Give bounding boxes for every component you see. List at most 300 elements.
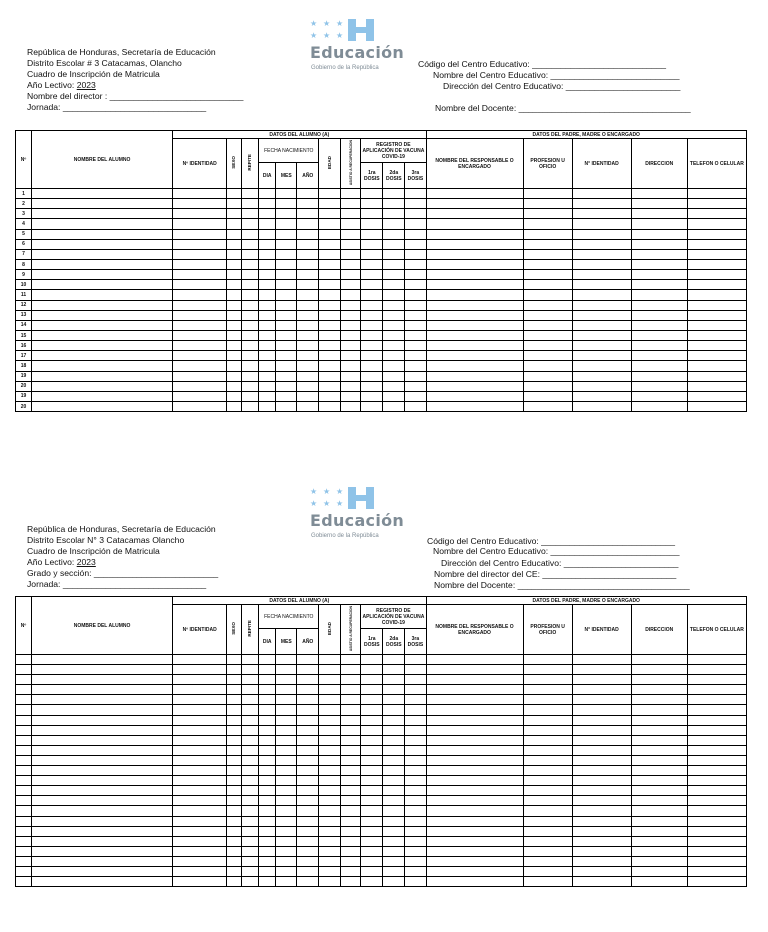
- table-cell[interactable]: [227, 655, 242, 665]
- table-cell[interactable]: [572, 866, 631, 876]
- table-cell[interactable]: [631, 239, 687, 249]
- table-cell[interactable]: [572, 361, 631, 371]
- table-cell[interactable]: [242, 259, 259, 269]
- table-cell[interactable]: [405, 330, 426, 340]
- table-cell[interactable]: [173, 239, 227, 249]
- table-cell[interactable]: [687, 259, 746, 269]
- table-cell[interactable]: [426, 341, 523, 351]
- table-cell[interactable]: [341, 259, 361, 269]
- table-cell[interactable]: [341, 675, 361, 685]
- table-cell[interactable]: [276, 351, 297, 361]
- table-cell[interactable]: [259, 341, 276, 351]
- table-cell[interactable]: [572, 685, 631, 695]
- table-cell[interactable]: [687, 189, 746, 199]
- table-cell[interactable]: [319, 361, 341, 371]
- table-cell[interactable]: [32, 755, 173, 765]
- table-cell[interactable]: [32, 209, 173, 219]
- table-cell[interactable]: [259, 239, 276, 249]
- table-cell[interactable]: [32, 836, 173, 846]
- table-cell[interactable]: [227, 300, 242, 310]
- table-cell[interactable]: [259, 766, 276, 776]
- table-cell[interactable]: [319, 351, 341, 361]
- table-cell[interactable]: [361, 866, 383, 876]
- table-cell[interactable]: [32, 300, 173, 310]
- table-cell[interactable]: [687, 735, 746, 745]
- table-cell[interactable]: [405, 229, 426, 239]
- table-cell[interactable]: [361, 877, 383, 887]
- table-cell[interactable]: [572, 371, 631, 381]
- table-cell[interactable]: [361, 259, 383, 269]
- table-cell[interactable]: [383, 776, 405, 786]
- table-cell[interactable]: [361, 239, 383, 249]
- table-cell[interactable]: [426, 796, 523, 806]
- table-cell[interactable]: [242, 806, 259, 816]
- table-cell[interactable]: [631, 695, 687, 705]
- table-cell[interactable]: [227, 330, 242, 340]
- table-cell[interactable]: [341, 249, 361, 259]
- table-cell[interactable]: [383, 846, 405, 856]
- table-cell[interactable]: [227, 381, 242, 391]
- table-cell[interactable]: [572, 806, 631, 816]
- table-cell[interactable]: [383, 755, 405, 765]
- table-cell[interactable]: [276, 755, 297, 765]
- table-cell[interactable]: [227, 401, 242, 411]
- table-cell[interactable]: [426, 320, 523, 330]
- table-cell[interactable]: [383, 735, 405, 745]
- table-cell[interactable]: [405, 310, 426, 320]
- table-cell[interactable]: [687, 209, 746, 219]
- table-cell[interactable]: [687, 270, 746, 280]
- table-cell[interactable]: [319, 249, 341, 259]
- table-cell[interactable]: [572, 816, 631, 826]
- table-cell[interactable]: [523, 655, 572, 665]
- table-cell[interactable]: [227, 776, 242, 786]
- table-cell[interactable]: [341, 735, 361, 745]
- table-cell[interactable]: [173, 300, 227, 310]
- table-cell[interactable]: [319, 280, 341, 290]
- table-cell[interactable]: [405, 766, 426, 776]
- table-cell[interactable]: [276, 209, 297, 219]
- table-cell[interactable]: [227, 755, 242, 765]
- table-cell[interactable]: [687, 745, 746, 755]
- table-cell[interactable]: [383, 796, 405, 806]
- table-cell[interactable]: [297, 685, 319, 695]
- table-cell[interactable]: [319, 685, 341, 695]
- table-cell[interactable]: [242, 381, 259, 391]
- table-cell[interactable]: [631, 846, 687, 856]
- table-cell[interactable]: [297, 735, 319, 745]
- table-cell[interactable]: [523, 776, 572, 786]
- table-cell[interactable]: [319, 199, 341, 209]
- table-cell[interactable]: [276, 310, 297, 320]
- table-cell[interactable]: [631, 776, 687, 786]
- table-cell[interactable]: [383, 361, 405, 371]
- table-cell[interactable]: [405, 199, 426, 209]
- table-cell[interactable]: [173, 341, 227, 351]
- table-cell[interactable]: [405, 786, 426, 796]
- table-cell[interactable]: [687, 381, 746, 391]
- table-cell[interactable]: [227, 371, 242, 381]
- table-cell[interactable]: [32, 856, 173, 866]
- table-cell[interactable]: [242, 280, 259, 290]
- table-cell[interactable]: [523, 209, 572, 219]
- table-cell[interactable]: [242, 330, 259, 340]
- table-cell[interactable]: [426, 209, 523, 219]
- table-cell[interactable]: [523, 665, 572, 675]
- table-cell[interactable]: [259, 270, 276, 280]
- table-cell[interactable]: [32, 846, 173, 856]
- table-cell[interactable]: [572, 229, 631, 239]
- table-cell[interactable]: [32, 219, 173, 229]
- table-cell[interactable]: [426, 786, 523, 796]
- table-cell[interactable]: [227, 249, 242, 259]
- table-cell[interactable]: [319, 766, 341, 776]
- table-cell[interactable]: [173, 816, 227, 826]
- table-cell[interactable]: [227, 320, 242, 330]
- table-cell[interactable]: [276, 856, 297, 866]
- table-cell[interactable]: [242, 776, 259, 786]
- table-cell[interactable]: [523, 239, 572, 249]
- table-cell[interactable]: [259, 655, 276, 665]
- table-cell[interactable]: [276, 806, 297, 816]
- table-cell[interactable]: [631, 755, 687, 765]
- table-cell[interactable]: [276, 695, 297, 705]
- table-cell[interactable]: [242, 239, 259, 249]
- table-cell[interactable]: [242, 199, 259, 209]
- table-cell[interactable]: [259, 199, 276, 209]
- table-cell[interactable]: [405, 705, 426, 715]
- table-cell[interactable]: [319, 745, 341, 755]
- table-cell[interactable]: [276, 199, 297, 209]
- table-cell[interactable]: [426, 877, 523, 887]
- table-cell[interactable]: [341, 715, 361, 725]
- table-cell[interactable]: [687, 239, 746, 249]
- table-cell[interactable]: [383, 310, 405, 320]
- table-cell[interactable]: [227, 310, 242, 320]
- table-cell[interactable]: [276, 685, 297, 695]
- table-cell[interactable]: [426, 866, 523, 876]
- table-cell[interactable]: [523, 290, 572, 300]
- table-cell[interactable]: [426, 229, 523, 239]
- table-cell[interactable]: [227, 209, 242, 219]
- table-cell[interactable]: [276, 341, 297, 351]
- table-cell[interactable]: [227, 856, 242, 866]
- table-cell[interactable]: [405, 249, 426, 259]
- table-cell[interactable]: [297, 341, 319, 351]
- table-cell[interactable]: [523, 877, 572, 887]
- table-cell[interactable]: [426, 249, 523, 259]
- table-cell[interactable]: [572, 330, 631, 340]
- table-cell[interactable]: [319, 189, 341, 199]
- table-cell[interactable]: [173, 856, 227, 866]
- table-cell[interactable]: [631, 361, 687, 371]
- table-cell[interactable]: [242, 341, 259, 351]
- table-cell[interactable]: [631, 199, 687, 209]
- table-cell[interactable]: [227, 786, 242, 796]
- table-cell[interactable]: [383, 239, 405, 249]
- table-cell[interactable]: [276, 786, 297, 796]
- table-cell[interactable]: [173, 715, 227, 725]
- table-cell[interactable]: [341, 826, 361, 836]
- table-cell[interactable]: [361, 755, 383, 765]
- table-cell[interactable]: [523, 826, 572, 836]
- table-cell[interactable]: [361, 391, 383, 401]
- table-cell[interactable]: [259, 776, 276, 786]
- table-cell[interactable]: [319, 391, 341, 401]
- table-cell[interactable]: [259, 877, 276, 887]
- table-cell[interactable]: [523, 695, 572, 705]
- table-cell[interactable]: [276, 249, 297, 259]
- table-cell[interactable]: [242, 816, 259, 826]
- table-cell[interactable]: [259, 725, 276, 735]
- table-cell[interactable]: [173, 755, 227, 765]
- table-cell[interactable]: [405, 391, 426, 401]
- table-cell[interactable]: [242, 786, 259, 796]
- table-cell[interactable]: [341, 745, 361, 755]
- table-cell[interactable]: [259, 675, 276, 685]
- table-cell[interactable]: [297, 330, 319, 340]
- table-cell[interactable]: [173, 695, 227, 705]
- table-cell[interactable]: [259, 330, 276, 340]
- table-cell[interactable]: [523, 361, 572, 371]
- table-cell[interactable]: [341, 401, 361, 411]
- table-cell[interactable]: [276, 735, 297, 745]
- table-cell[interactable]: [523, 766, 572, 776]
- table-cell[interactable]: [523, 745, 572, 755]
- table-cell[interactable]: [361, 826, 383, 836]
- table-cell[interactable]: [341, 705, 361, 715]
- table-cell[interactable]: [341, 341, 361, 351]
- table-cell[interactable]: [32, 280, 173, 290]
- table-cell[interactable]: [227, 836, 242, 846]
- table-cell[interactable]: [227, 341, 242, 351]
- table-cell[interactable]: [523, 401, 572, 411]
- table-cell[interactable]: [242, 249, 259, 259]
- table-cell[interactable]: [631, 705, 687, 715]
- table-cell[interactable]: [227, 735, 242, 745]
- table-cell[interactable]: [242, 836, 259, 846]
- table-cell[interactable]: [242, 219, 259, 229]
- table-cell[interactable]: [572, 766, 631, 776]
- table-cell[interactable]: [361, 361, 383, 371]
- table-cell[interactable]: [259, 735, 276, 745]
- table-cell[interactable]: [687, 705, 746, 715]
- table-cell[interactable]: [242, 655, 259, 665]
- table-cell[interactable]: [276, 391, 297, 401]
- table-cell[interactable]: [341, 776, 361, 786]
- table-cell[interactable]: [383, 401, 405, 411]
- table-cell[interactable]: [383, 705, 405, 715]
- table-cell[interactable]: [426, 725, 523, 735]
- table-cell[interactable]: [572, 705, 631, 715]
- table-cell[interactable]: [523, 189, 572, 199]
- table-cell[interactable]: [276, 371, 297, 381]
- table-cell[interactable]: [523, 836, 572, 846]
- table-cell[interactable]: [687, 320, 746, 330]
- table-cell[interactable]: [227, 290, 242, 300]
- table-cell[interactable]: [523, 199, 572, 209]
- table-cell[interactable]: [572, 695, 631, 705]
- table-cell[interactable]: [687, 341, 746, 351]
- table-cell[interactable]: [242, 270, 259, 280]
- table-cell[interactable]: [361, 249, 383, 259]
- table-cell[interactable]: [297, 371, 319, 381]
- table-cell[interactable]: [426, 675, 523, 685]
- table-cell[interactable]: [32, 685, 173, 695]
- table-cell[interactable]: [383, 856, 405, 866]
- table-cell[interactable]: [32, 655, 173, 665]
- table-cell[interactable]: [227, 391, 242, 401]
- table-cell[interactable]: [173, 806, 227, 816]
- table-cell[interactable]: [297, 816, 319, 826]
- table-cell[interactable]: [341, 239, 361, 249]
- table-cell[interactable]: [276, 665, 297, 675]
- table-cell[interactable]: [341, 320, 361, 330]
- table-cell[interactable]: [405, 290, 426, 300]
- table-cell[interactable]: [687, 836, 746, 846]
- table-cell[interactable]: [173, 745, 227, 755]
- table-cell[interactable]: [173, 371, 227, 381]
- table-cell[interactable]: [361, 856, 383, 866]
- table-cell[interactable]: [259, 816, 276, 826]
- table-cell[interactable]: [227, 239, 242, 249]
- table-cell[interactable]: [319, 725, 341, 735]
- table-cell[interactable]: [383, 381, 405, 391]
- table-cell[interactable]: [173, 655, 227, 665]
- table-cell[interactable]: [361, 330, 383, 340]
- table-cell[interactable]: [276, 401, 297, 411]
- table-cell[interactable]: [687, 310, 746, 320]
- table-cell[interactable]: [383, 371, 405, 381]
- table-cell[interactable]: [361, 351, 383, 361]
- table-cell[interactable]: [32, 705, 173, 715]
- table-cell[interactable]: [259, 755, 276, 765]
- table-cell[interactable]: [242, 796, 259, 806]
- table-cell[interactable]: [319, 715, 341, 725]
- table-cell[interactable]: [361, 229, 383, 239]
- table-cell[interactable]: [631, 300, 687, 310]
- table-cell[interactable]: [227, 796, 242, 806]
- table-cell[interactable]: [242, 866, 259, 876]
- table-cell[interactable]: [32, 695, 173, 705]
- table-cell[interactable]: [383, 836, 405, 846]
- table-cell[interactable]: [631, 280, 687, 290]
- table-cell[interactable]: [319, 320, 341, 330]
- table-cell[interactable]: [523, 300, 572, 310]
- table-cell[interactable]: [276, 766, 297, 776]
- table-cell[interactable]: [687, 229, 746, 239]
- table-cell[interactable]: [341, 361, 361, 371]
- table-cell[interactable]: [631, 209, 687, 219]
- table-cell[interactable]: [426, 239, 523, 249]
- table-cell[interactable]: [383, 341, 405, 351]
- table-cell[interactable]: [405, 776, 426, 786]
- table-cell[interactable]: [383, 391, 405, 401]
- table-cell[interactable]: [259, 745, 276, 755]
- table-cell[interactable]: [383, 826, 405, 836]
- table-cell[interactable]: [383, 199, 405, 209]
- table-cell[interactable]: [426, 361, 523, 371]
- table-cell[interactable]: [631, 341, 687, 351]
- table-cell[interactable]: [687, 766, 746, 776]
- table-cell[interactable]: [687, 290, 746, 300]
- table-cell[interactable]: [383, 745, 405, 755]
- table-cell[interactable]: [572, 836, 631, 846]
- table-cell[interactable]: [383, 229, 405, 239]
- table-cell[interactable]: [297, 695, 319, 705]
- table-cell[interactable]: [383, 249, 405, 259]
- table-cell[interactable]: [297, 705, 319, 715]
- table-cell[interactable]: [242, 391, 259, 401]
- table-cell[interactable]: [687, 826, 746, 836]
- table-cell[interactable]: [32, 786, 173, 796]
- table-cell[interactable]: [227, 766, 242, 776]
- table-cell[interactable]: [426, 806, 523, 816]
- table-cell[interactable]: [523, 330, 572, 340]
- table-cell[interactable]: [173, 735, 227, 745]
- table-cell[interactable]: [523, 280, 572, 290]
- table-cell[interactable]: [319, 209, 341, 219]
- table-cell[interactable]: [361, 280, 383, 290]
- table-cell[interactable]: [242, 209, 259, 219]
- table-cell[interactable]: [32, 675, 173, 685]
- table-cell[interactable]: [572, 675, 631, 685]
- table-cell[interactable]: [319, 776, 341, 786]
- table-cell[interactable]: [383, 219, 405, 229]
- table-cell[interactable]: [341, 219, 361, 229]
- table-cell[interactable]: [572, 189, 631, 199]
- table-cell[interactable]: [297, 320, 319, 330]
- table-cell[interactable]: [523, 351, 572, 361]
- table-cell[interactable]: [687, 725, 746, 735]
- table-cell[interactable]: [523, 249, 572, 259]
- table-cell[interactable]: [631, 836, 687, 846]
- table-cell[interactable]: [32, 249, 173, 259]
- table-cell[interactable]: [297, 826, 319, 836]
- table-cell[interactable]: [173, 705, 227, 715]
- table-cell[interactable]: [631, 745, 687, 755]
- table-cell[interactable]: [259, 826, 276, 836]
- table-cell[interactable]: [572, 249, 631, 259]
- table-cell[interactable]: [523, 705, 572, 715]
- table-cell[interactable]: [259, 351, 276, 361]
- table-cell[interactable]: [297, 866, 319, 876]
- table-cell[interactable]: [276, 361, 297, 371]
- table-cell[interactable]: [631, 401, 687, 411]
- table-cell[interactable]: [523, 725, 572, 735]
- table-cell[interactable]: [173, 826, 227, 836]
- table-cell[interactable]: [227, 199, 242, 209]
- table-cell[interactable]: [523, 320, 572, 330]
- table-cell[interactable]: [687, 786, 746, 796]
- table-cell[interactable]: [341, 391, 361, 401]
- table-cell[interactable]: [523, 816, 572, 826]
- table-cell[interactable]: [426, 391, 523, 401]
- table-cell[interactable]: [687, 199, 746, 209]
- table-cell[interactable]: [405, 685, 426, 695]
- table-cell[interactable]: [631, 320, 687, 330]
- table-cell[interactable]: [242, 675, 259, 685]
- table-cell[interactable]: [523, 229, 572, 239]
- table-cell[interactable]: [523, 796, 572, 806]
- table-cell[interactable]: [297, 786, 319, 796]
- table-cell[interactable]: [259, 219, 276, 229]
- table-cell[interactable]: [242, 229, 259, 239]
- table-cell[interactable]: [341, 189, 361, 199]
- table-cell[interactable]: [405, 655, 426, 665]
- table-cell[interactable]: [319, 371, 341, 381]
- table-cell[interactable]: [631, 290, 687, 300]
